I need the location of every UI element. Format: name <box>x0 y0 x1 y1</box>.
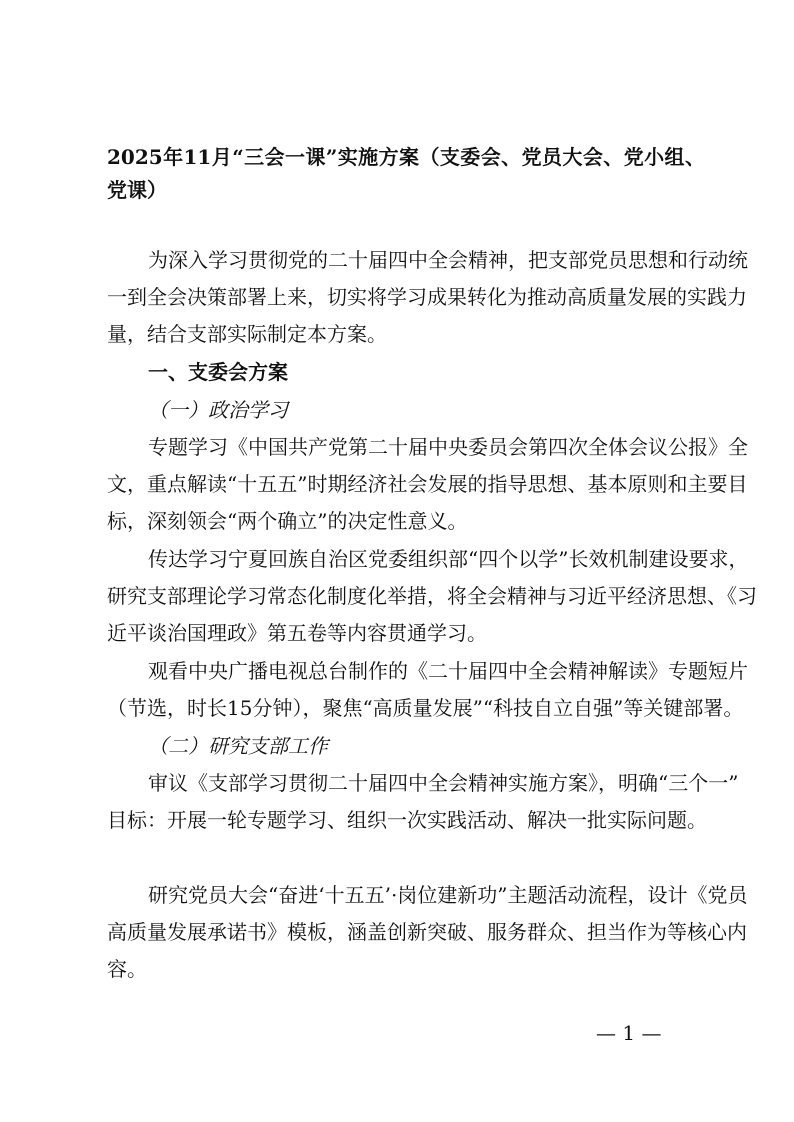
page-number: — 1 — <box>596 1021 662 1045</box>
paragraph-line: 研究党员大会“奋进‘十五五’·岗位建新功”主题活动流程，设计《党员 <box>148 883 748 907</box>
paragraph-line: 专题学习《中国共产党第二十届中央委员会第四次全体会议公报》全 <box>148 435 748 459</box>
intro-line: 一到全会决策部署上来，切实将学习成果转化为推动高质量发展的实践力 <box>107 285 747 309</box>
document-title-line-1: 2025年11月“三会一课”实施方案（支委会、党员大会、党小组、 <box>107 145 705 169</box>
paragraph-line: 审议《支部学习贯彻二十届四中全会精神实施方案》，明确“三个一” <box>148 771 739 795</box>
paragraph-line: 文，重点解读“十五五”时期经济社会发展的指导思想、基本原则和主要目 <box>107 472 748 496</box>
paragraph-line: 目标：开展一轮专题学习、组织一次实践活动、解决一批实际问题。 <box>107 808 707 832</box>
section-heading: 一、支委会方案 <box>148 360 288 384</box>
paragraph-line: 观看中央广播电视总台制作的《二十届四中全会精神解读》专题短片 <box>148 659 748 683</box>
intro-line: 为深入学习贯彻党的二十届四中全会精神，把支部党员思想和行动统 <box>148 248 748 272</box>
paragraph-line: 容。 <box>107 957 147 981</box>
subsection-heading: （一）政治学习 <box>148 398 288 422</box>
document-title-line-2: 党课） <box>107 178 167 202</box>
paragraph-line: 传达学习宁夏回族自治区党委组织部“四个以学”长效机制建设要求， <box>148 547 749 571</box>
paragraph-line: （节选，时长15分钟），聚焦“高质量发展”“科技自立自强”等关键部署。 <box>107 696 744 720</box>
intro-line: 量，结合支部实际制定本方案。 <box>107 322 387 346</box>
subsection-heading: （二）研究支部工作 <box>148 734 328 758</box>
paragraph-line: 标，深刻领会“两个确立”的决定性意义。 <box>107 509 468 533</box>
paragraph-line: 研究支部理论学习常态化制度化举措，将全会精神与习近平经济思想、《习 <box>107 584 757 608</box>
paragraph-line: 高质量发展承诺书》模板，涵盖创新突破、服务群众、担当作为等核心内 <box>107 920 747 944</box>
paragraph-line: 近平谈治国理政》第五卷等内容贯通学习。 <box>107 621 487 645</box>
